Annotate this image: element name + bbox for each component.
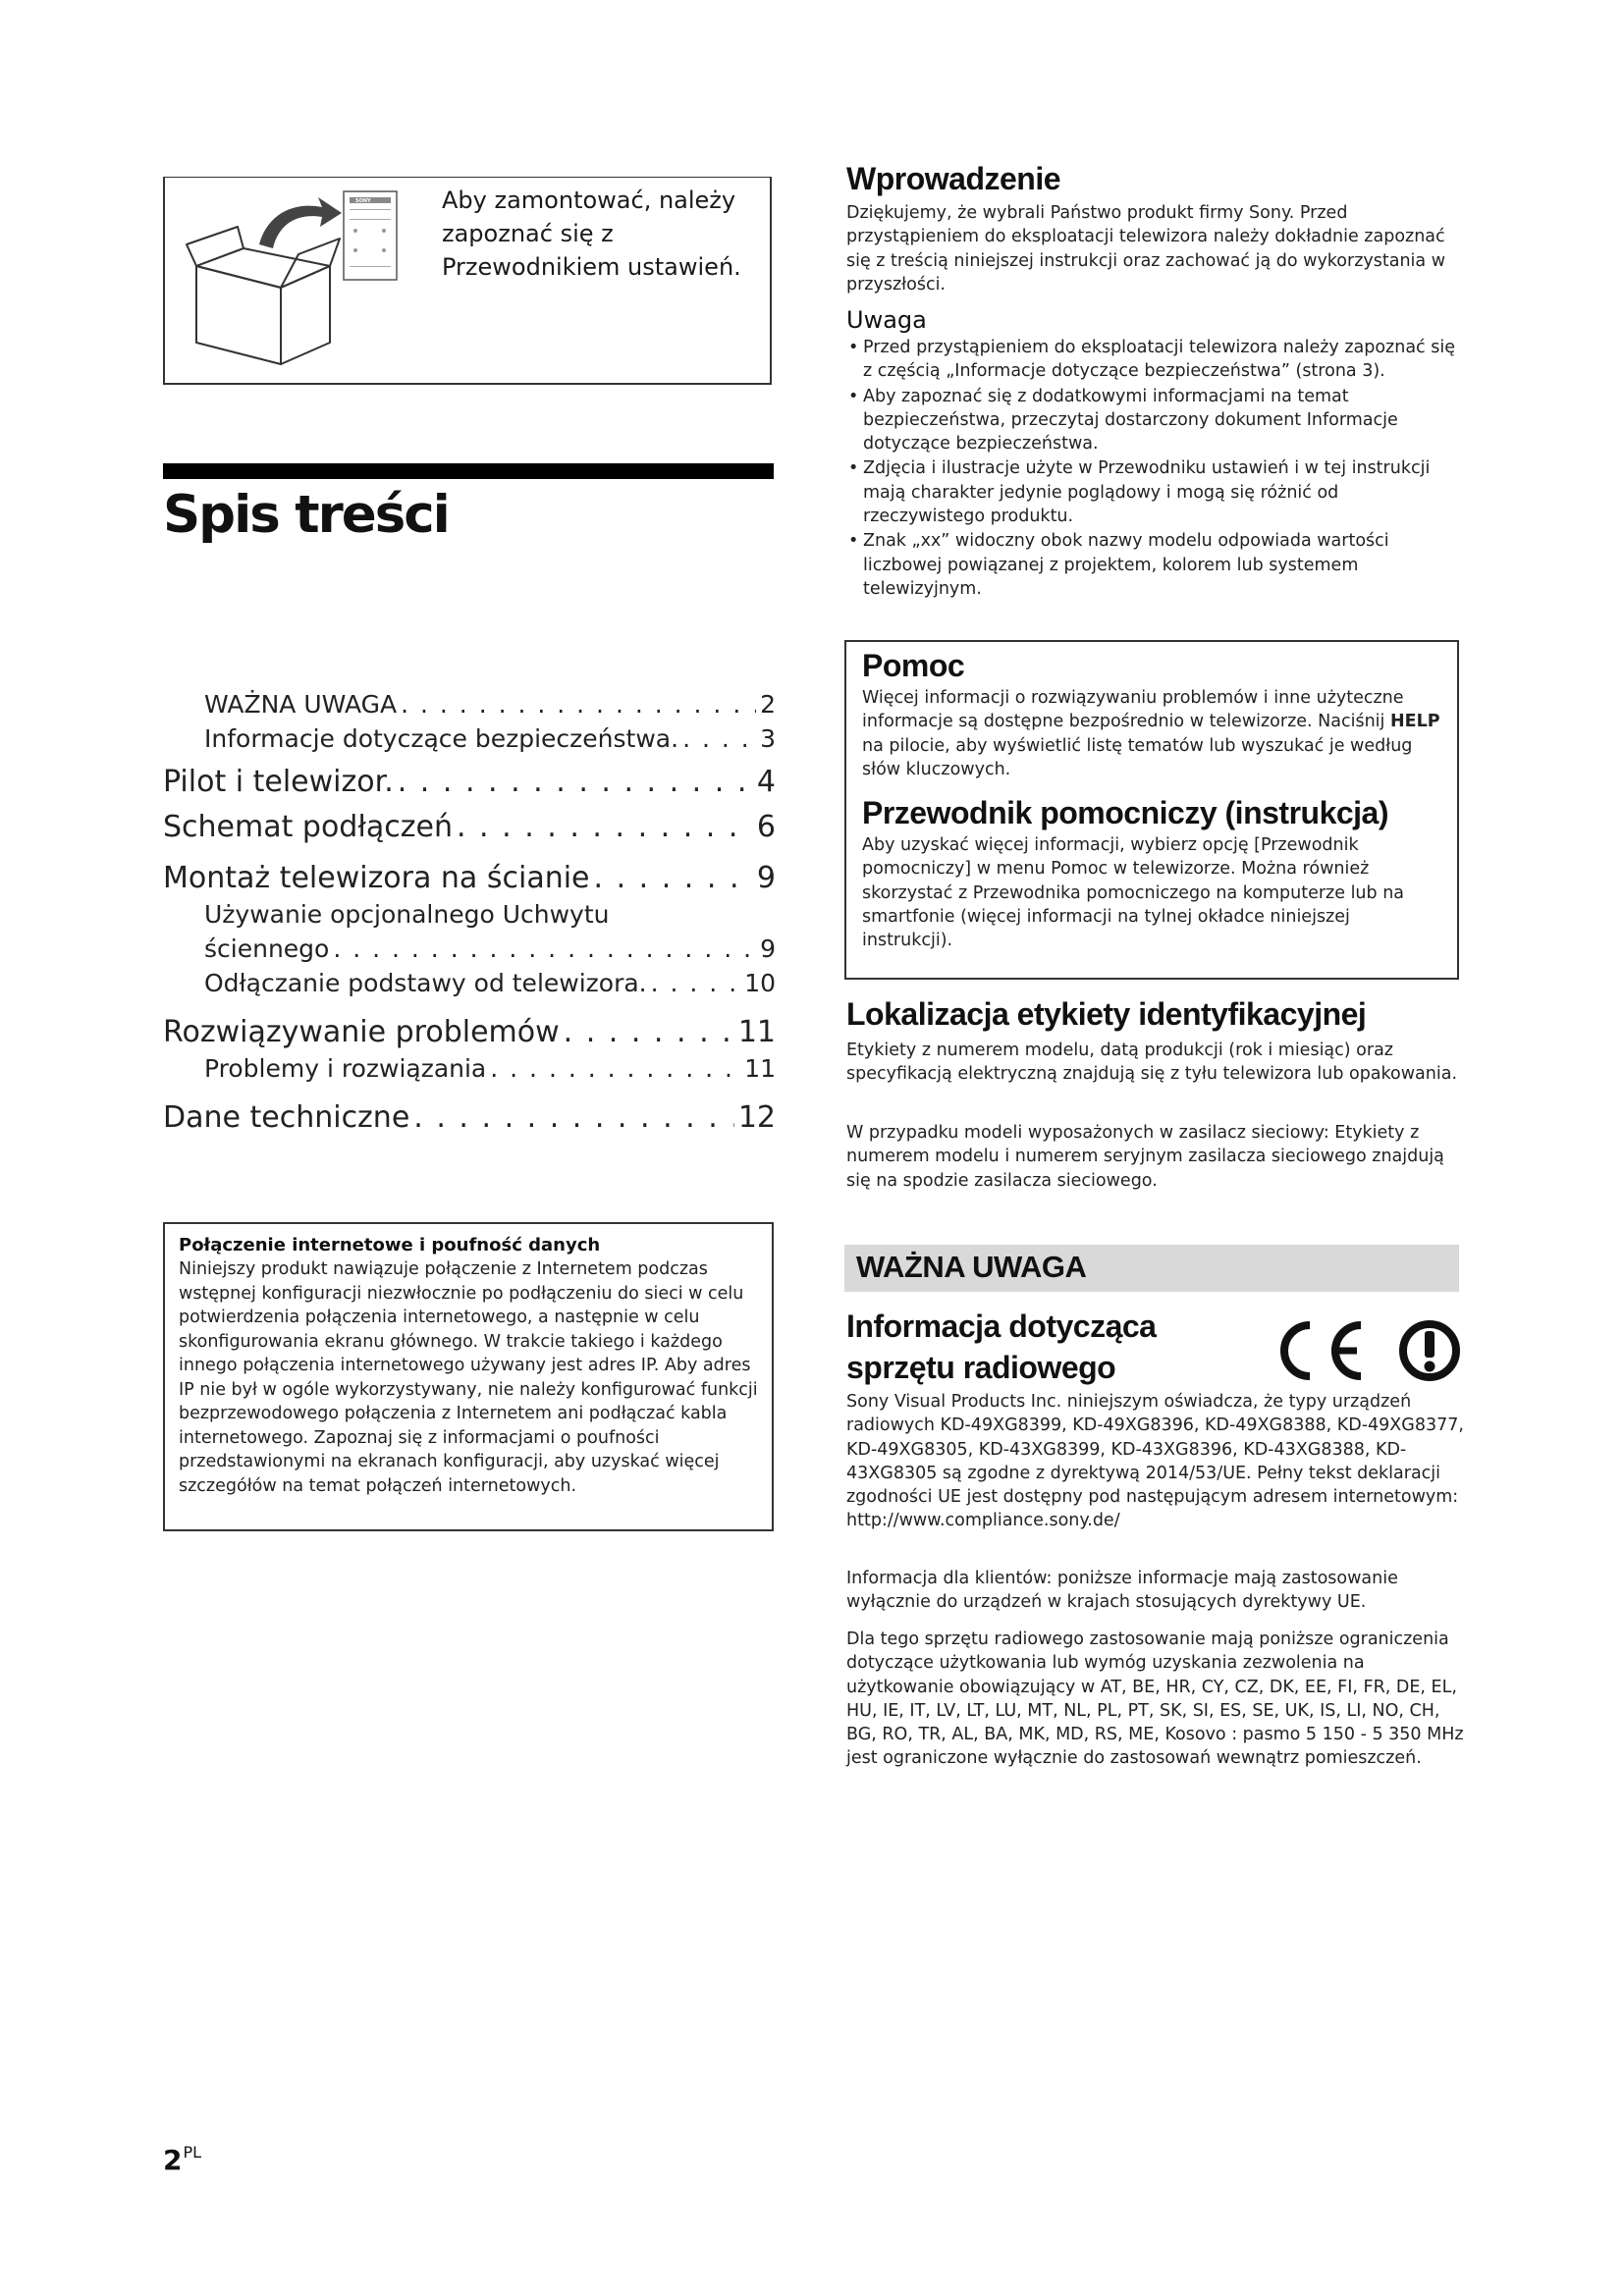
uwaga-list: [846, 336, 1465, 602]
help-guide-title: Przewodnik pomocniczy (instrukcja): [862, 795, 1388, 831]
help-key-label: HELP: [1389, 712, 1440, 732]
label-location-title: Lokalizacja etykiety identyfikacyjnej: [846, 996, 1367, 1032]
help-box: [844, 640, 1459, 980]
toc-entry-page: 11: [737, 1015, 776, 1049]
toc-entry-optional-bracket-cont[interactable]: [163, 932, 776, 966]
toc-entry-page: 4: [756, 765, 776, 799]
toc-entry-label: Używanie opcjonalnego Uchwytu: [204, 900, 610, 929]
page-number: $2^{PL}$: [163, 2143, 202, 2176]
toc-entry-label: Problemy i rozwiązania: [204, 1054, 487, 1083]
uwaga-title: Uwaga: [846, 306, 927, 334]
toc-entry-page: 9: [760, 934, 776, 963]
toc-entry-safety-info[interactable]: [163, 721, 776, 756]
toc-entry-problems-solutions[interactable]: [163, 1051, 776, 1086]
toc-entry-page: 12: [737, 1100, 776, 1135]
label-location-p2: W przypadku modeli wyposażonych w zasilacz sieciowy: Etykiety z numerem modelu i numerem seryjnym zasilacza sieciowego znajdują się na spodzie zasilacza sieciowego.: [846, 1123, 1444, 1191]
title-rule: [163, 463, 774, 479]
toc-entry-page: 6: [756, 810, 776, 844]
intro-title: Wprowadzenie: [846, 161, 1061, 196]
toc-entry-important-notice[interactable]: [163, 687, 776, 721]
toc-title: Spis treści: [163, 485, 449, 545]
important-notice-band: [844, 1245, 1459, 1292]
privacy-box: [163, 1222, 774, 1531]
box-to-setup-guide-illustration: [183, 189, 399, 371]
ce-mark-icon: [1267, 1317, 1463, 1384]
toc-entry-label: Schemat podłączeń: [163, 810, 453, 844]
help-title: Pomoc: [862, 648, 965, 683]
toc-entry-optional-bracket[interactable]: [163, 897, 776, 932]
label-location-p1: Etykiety z numerem modelu, datą produkcji (rok i miesiąc) oraz specyfikacją elektryczną znajdują się z tyłu telewizora lub opakowania.: [846, 1041, 1458, 1085]
toc-entry-page: 10: [744, 969, 776, 997]
toc-entry-page: 9: [756, 861, 776, 895]
toc-entry-label: Odłączanie podstawy od telewizora.: [204, 969, 647, 997]
list-item: • Przed przystąpieniem do eksploatacji telewizora należy zapoznać się z częścią „Informacje dotyczące bezpieczeństwa” (strona 3).: [846, 336, 1465, 384]
radio-customer-info: Informacja dla klientów: poniższe informacje mają zastosowanie wyłącznie do urządzeń w krajach stosujących dyrektywy UE.: [846, 1569, 1398, 1613]
toc-entry-page: 11: [744, 1054, 776, 1083]
toc-entry-label: Informacje dotyczące bezpieczeństwa.: [204, 724, 679, 753]
privacy-body: Niniejszy produkt nawiązuje połączenie z Internetem podczas wstępnej konfiguracji niezwłocznie po podłączeniu do sieci w celu potwierdzenia połączenia internetowego, a następnie w celu skonfigurowania ekranu głównego. W trakcie takiego i każdego innego połączenia internetowego używany jest adres IP. Aby adres IP nie był w ogóle wykorzystywany, nie należy konfigurować funkcji bezprzewodowego połączenia z Internetem ani podłączać kabla internetowego. Zapoznaj się z informacjami o poufności przedstawionymi na ekranach konfiguracji, aby uzyskać więcej szczegółów na temat połączeń internetowych.: [179, 1259, 758, 1496]
important-notice-title: WAŻNA UWAGA: [856, 1250, 1087, 1284]
radio-declaration: Sony Visual Products Inc. niniejszym oświadcza, że typy urządzeń radiowych KD-49XG8399, KD-49XG8396, KD-49XG8388, KD-49XG8377, KD-49XG8305, KD-43XG8399, KD-43XG8396, KD-43XG8388, KD-43XG8305 są zgodne z dyrektywą 2014/53/UE. Pełny tekst deklaracji zgodności UE jest dostępny pod następującym adresem internetowym: http://www.compliance.sony.de/: [846, 1392, 1464, 1531]
help-guide-body: Aby uzyskać więcej informacji, wybierz opcję [Przewodnik pomocniczy] w menu Pomoc w telewizorze. Można również skorzystać z Przewodnika pomocniczego na komputerze lub na smartfonie (więcej informacji na tylnej okładce niniejszej instrukcji).: [862, 835, 1405, 951]
intro-body: Dziękujemy, że wybrali Państwo produkt firmy Sony. Przed przystąpieniem do eksploatacji telewizora należy dokładnie zapoznać się z treścią niniejszej instrukcji oraz zachować ją do wykorzystania w przyszłości.: [846, 203, 1446, 294]
exclamation-circle-icon: [1403, 1324, 1456, 1377]
toc-entry-page: 3: [760, 724, 776, 753]
list-item: • Znak „xx” widoczny obok nazwy modelu odpowiada wartości liczbowej powiązanej z projektem, kolorem lub systemem telewizyjnym.: [846, 529, 1465, 601]
toc-entry-label: ściennego: [204, 934, 330, 963]
table-of-contents: [163, 687, 776, 1137]
sony-logo: SONY: [355, 198, 371, 204]
toc-entry-label: WAŻNA UWAGA: [204, 690, 398, 719]
setup-guide-text: Aby zamontować, należy zapoznać się z Przewodnikiem ustawień.: [442, 187, 741, 281]
privacy-title: Połączenie internetowe i poufność danych: [179, 1235, 601, 1255]
toc-entry-wall-mount[interactable]: [163, 860, 776, 897]
toc-entry-page: 2: [760, 690, 776, 719]
setup-guide-box: [163, 177, 772, 385]
toc-entry-label: Montaż telewizora na ścianie: [163, 861, 590, 895]
list-item: • Aby zapoznać się z dodatkowymi informacjami na temat bezpieczeństwa, przeczytaj dostarczony dokument Informacje dotyczące bezpieczeństwa.: [846, 385, 1465, 456]
toc-entry-troubleshooting[interactable]: [163, 1014, 776, 1051]
toc-entry-specifications[interactable]: [163, 1099, 776, 1137]
toc-entry-detach-stand[interactable]: [163, 966, 776, 1000]
help-body: Więcej informacji o rozwiązywaniu problemów i inne użyteczne informacje są dostępne bezpośrednio w telewizorze. Naciśnij HELP na pilocie, aby wyświetlić listę tematów lub wyszukać je według słów kluczowych.: [862, 688, 1440, 779]
radio-equipment-title: Informacja dotycząca sprzętu radiowego: [846, 1308, 1157, 1385]
toc-entry-label: Dane techniczne: [163, 1100, 410, 1135]
toc-entry-connection-diagram[interactable]: [163, 809, 776, 846]
radio-restrictions: Dla tego sprzętu radiowego zastosowanie mają poniższe ograniczenia dotyczące użytkowania lub wymóg uzyskania zezwolenia na użytkowanie obowiązujący w AT, BE, HR, CY, CZ, DK, EE, FI, FR, DE, EL, HU, IE, IT, LV, LT, LU, MT, NL, PL, PT, SK, SI, ES, SE, UK, IS, LI, NO, CH, BG, RO, TR, AL, BA, MK, MD, RS, ME, Kosovo : pasmo 5 150 - 5 350 MHz jest ograniczone wyłącznie do zastosowań wewnątrz pomieszczeń.: [846, 1629, 1464, 1769]
toc-entry-label: Rozwiązywanie problemów: [163, 1015, 560, 1049]
page-language-suffix: PL: [183, 2143, 202, 2162]
toc-entry-label: Pilot i telewizor.: [163, 765, 394, 799]
toc-entry-remote-and-tv[interactable]: [163, 764, 776, 801]
list-item: • Zdjęcia i ilustracje użyte w Przewodniku ustawień i w tej instrukcji mają charakter jedynie poglądowy i mogą się różnić od rzeczywistego produktu.: [846, 456, 1465, 528]
